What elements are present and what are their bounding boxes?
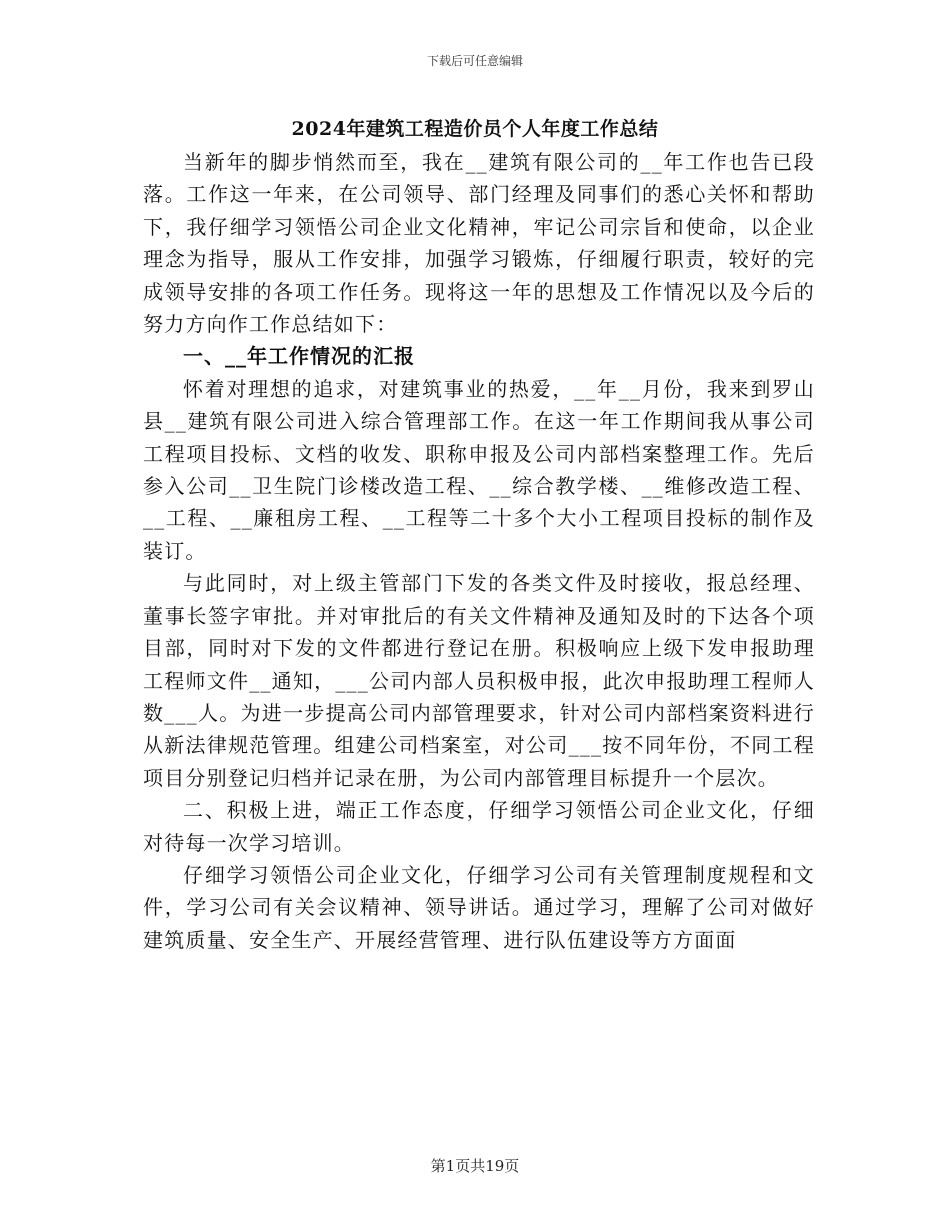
document-body: [143, 146, 815, 956]
intro-paragraph: 当新年的脚步悄然而至，我在__建筑有限公司的__年工作也告已段落。工作这一年来，在公司领导、部门经理及同事们的悉心关怀和帮助下，我仔细学习领悟公司企业文化精神，牢记公司宗旨和使命，以企业理念为指导，服从工作安排，加强学习锻炼，仔细履行职责，较好的完成领导安排的各项工作任务。现将这一年的思想及工作情况以及今后的努力方向作工作总结如下：: [143, 150, 815, 337]
work-paragraph-1: 怀着对理想的追求，对建筑事业的热爱，__年__月份，我来到罗山县__建筑有限公司进入综合管理部工作。在这一年工作期间我从事公司工程项目投标、文档的收发、职称申报及公司内部档案整理工作。先后参入公司__卫生院门诊楼改造工程、__综合教学楼、__维修改造工程、__工程、__廉租房工程、__工程等二十多个大小工程项目投标的制作及装订。: [143, 376, 815, 563]
study-paragraph: 仔细学习领悟公司企业文化，仔细学习公司有关管理制度规程和文件，学习公司有关会议精神、领导讲话。通过学习，理解了公司对做好建筑质量、安全生产、开展经营管理、进行队伍建设等方方面面: [143, 862, 815, 952]
work-paragraph-2: 与此同时，对上级主管部门下发的各类文件及时接收，报总经理、董事长签字审批。并对审批后的有关文件精神及通知及时的下达各个项目部，同时对下发的文件都进行登记在册。积极响应上级下发申报助理工程师文件__通知，___公司内部人员积极申报，此次申报助理工程师人数___人。为进一步提高公司内部管理要求，针对公司内部档案资料进行从新法律规范管理。组建公司档案室，对公司___按不同年份，不同工程项目分别登记归档并记录在册，为公司内部管理目标提升一个层次。: [143, 571, 815, 790]
download-note: 下载后可任意编辑: [426, 54, 523, 68]
section-heading-1: 一、__年工作情况的汇报: [183, 344, 415, 369]
page-number: 第1页共19页: [430, 1157, 520, 1175]
section-heading-2: 二、积极上进，端正工作态度，仔细学习领悟公司企业文化，仔细对待每一次学习培训。: [143, 798, 815, 855]
document-title: 2024年建筑工程造价员个人年度工作总结: [291, 118, 659, 140]
